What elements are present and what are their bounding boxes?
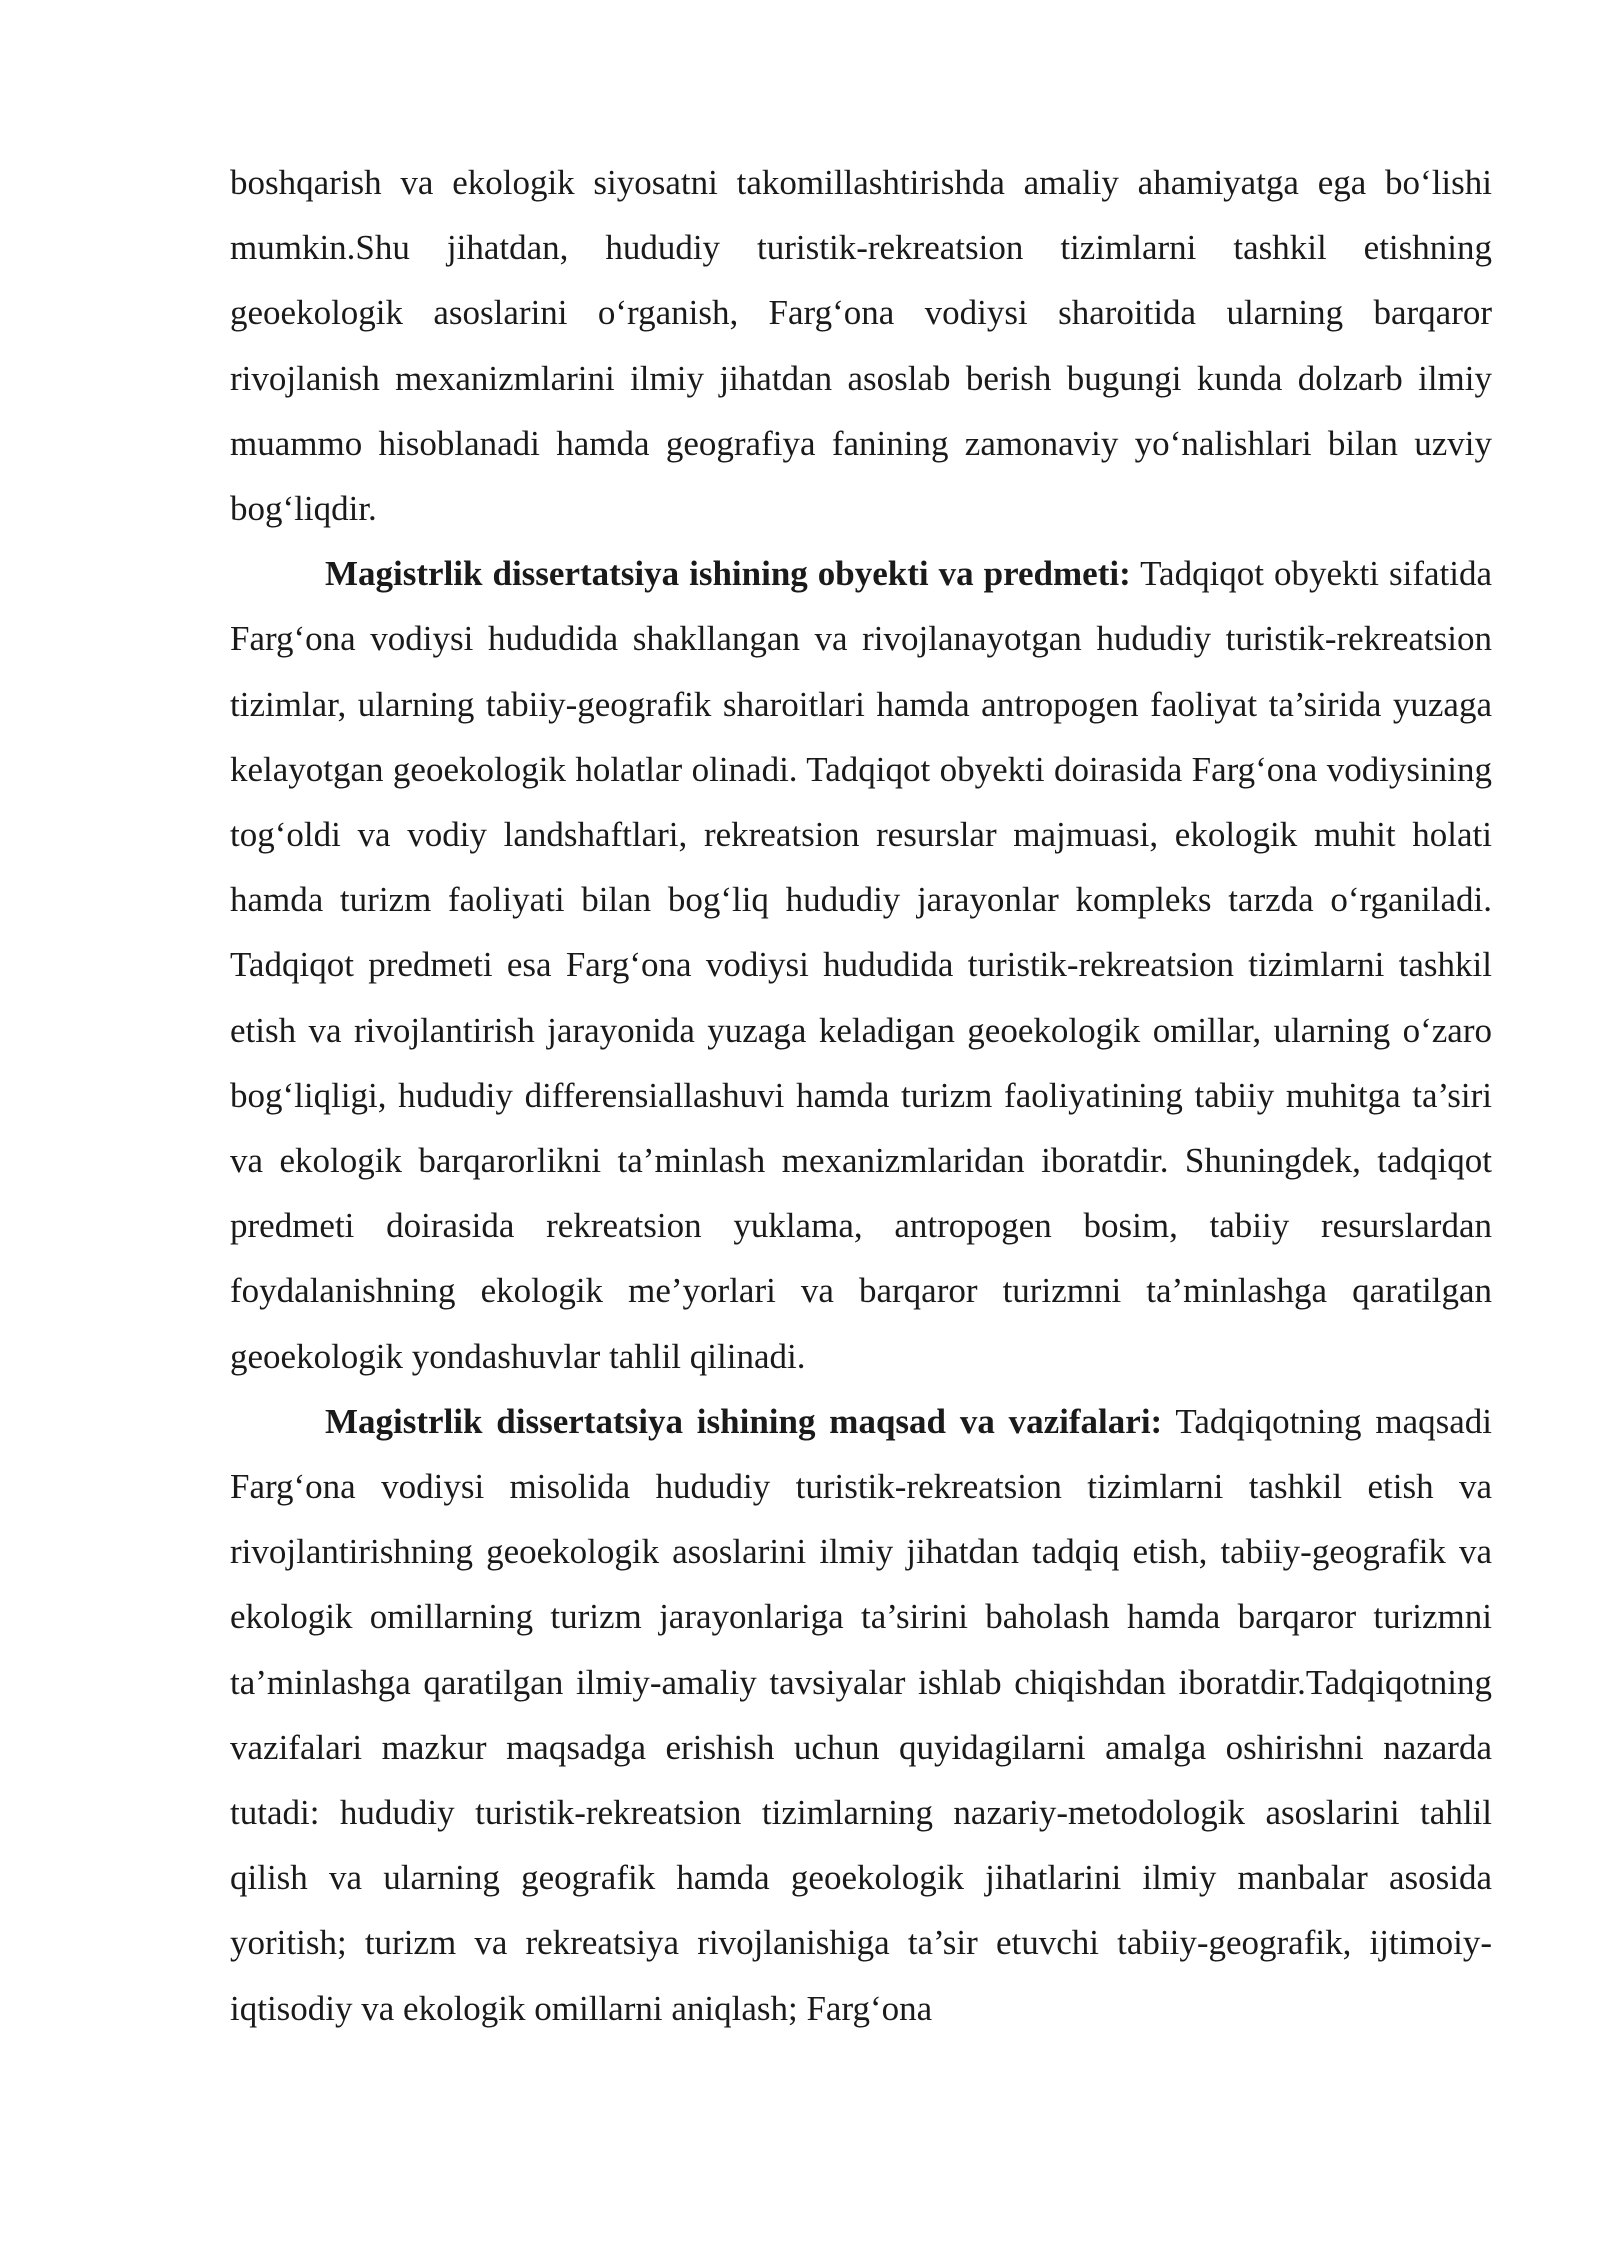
document-page <box>230 150 1492 2041</box>
paragraph-text: Tadqiqot obyekti sifatida Farg‘ona vodiysi hududida shakllangan va rivojlanayotgan hududiy turistik-rekreatsion tizimlar, ularning tabiiy-geografik sharoitlari hamda antropogen faoliyat ta’sirida yuzaga kelayotgan geoekologik holatlar olinadi. Tadqiqot obyekti doirasida Farg‘ona vodiysining tog‘oldi va vodiy landshaftlari, rekreatsion resurslar majmuasi, ekologik muhit holati hamda turizm faoliyati bilan bog‘liq hududiy jarayonlar kompleks tarzda o‘rganiladi. Tadqiqot predmeti esa Farg‘ona vodiysi hududida turistik-rekreatsion tizimlarni tashkil etish va rivojlantirish jarayonida yuzaga keladigan geoekologik omillar, ularning o‘zaro bog‘liqligi, hududiy differensiallashuvi hamda turizm faoliyatining tabiiy muhitga ta’siri va ekologik barqarorlikni ta’minlash mexanizmlaridan iboratdir. Shuningdek, tadqiqot predmeti doirasida rekreatsion yuklama, antropogen bosim, tabiiy resurslardan foydalanishning ekologik me’yorlari va barqaror turizmni ta’minlashga qaratilgan geoekologik yondashuvlar tahlil qilinadi. <box>230 554 1492 1376</box>
paragraph-intro-continuation <box>230 150 1492 541</box>
section-heading-object-subject: Magistrlik dissertatsiya ishining obyekti va predmeti: <box>325 554 1131 594</box>
section-heading-goal-tasks: Magistrlik dissertatsiya ishining maqsad va vazifalari: <box>325 1401 1163 1441</box>
paragraph-object-subject <box>230 541 1492 1389</box>
paragraph-text: boshqarish va ekologik siyosatni takomillashtirishda amaliy ahamiyatga ega bo‘lishi mumkin.Shu jihatdan, hududiy turistik-rekreatsion tizimlarni tashkil etishning geoekologik asoslarini o‘rganish, Farg‘ona vodiysi sharoitida ularning barqaror rivojlanish mexanizmlarini ilmiy jihatdan asoslab berish bugungi kunda dolzarb ilmiy muammo hisoblanadi hamda geografiya fanining zamonaviy yo‘nalishlari bilan uzviy bog‘liqdir. <box>230 163 1492 529</box>
paragraph-text: Tadqiqotning maqsadi Farg‘ona vodiysi misolida hududiy turistik-rekreatsion tizimlarni tashkil etish va rivojlantirishning geoekologik asoslarini ilmiy jihatdan tadqiq etish, tabiiy-geografik va ekologik omillarning turizm jarayonlariga ta’sirini baholash hamda barqaror turizmni ta’minlashga qaratilgan ilmiy-amaliy tavsiyalar ishlab chiqishdan iboratdir.Tadqiqotning vazifalari mazkur maqsadga erishish uchun quyidagilarni amalga oshirishni nazarda tutadi: hududiy turistik-rekreatsion tizimlarning nazariy-metodologik asoslarini tahlil qilish va ularning geografik hamda geoekologik jihatlarini ilmiy manbalar asosida yoritish; turizm va rekreatsiya rivojlanishiga ta’sir etuvchi tabiiy-geografik, ijtimoiy-iqtisodiy va ekologik omillarni aniqlash; Farg‘ona <box>230 1401 1492 2028</box>
paragraph-goal-tasks <box>230 1389 1492 2041</box>
